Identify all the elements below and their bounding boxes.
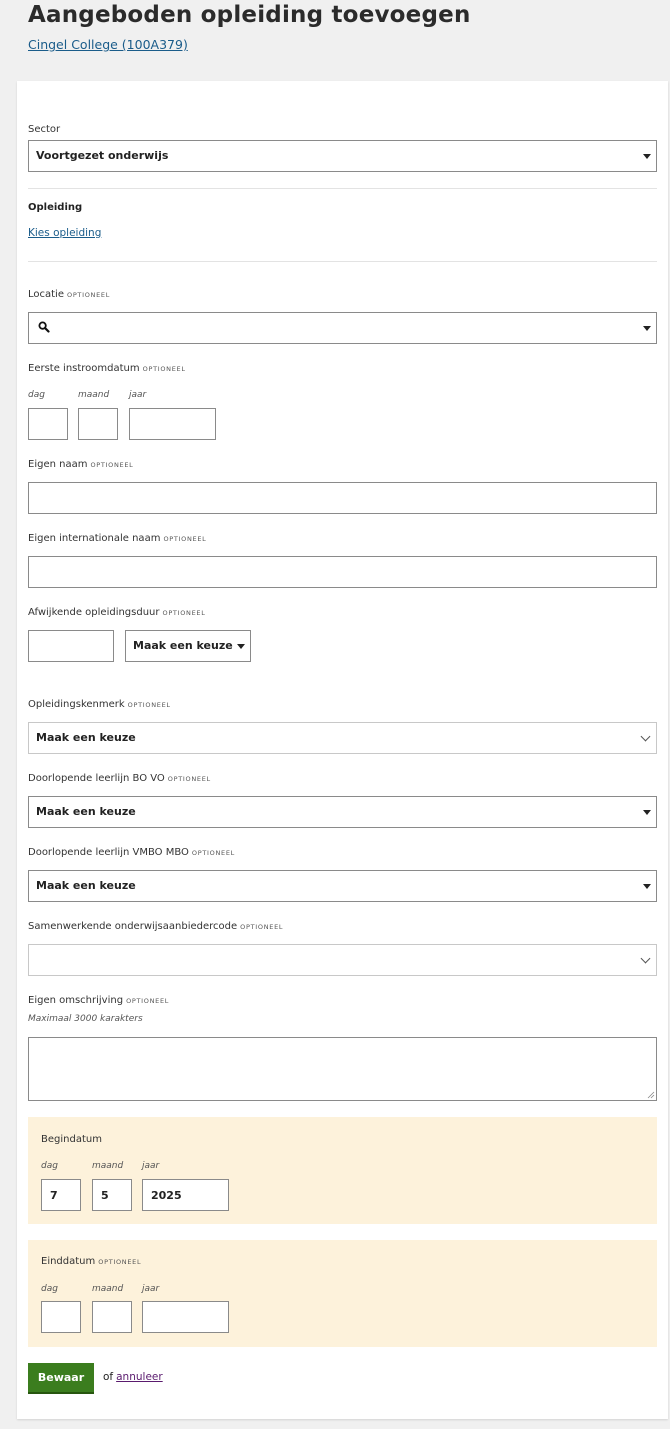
locatie-label: Locatie OPTIONEEL — [28, 289, 111, 300]
sector-select[interactable] — [28, 140, 657, 172]
locatie-search-select[interactable] — [28, 312, 657, 344]
optional-tag: OPTIONEEL — [191, 849, 235, 857]
form-panel — [17, 81, 668, 1419]
opleidingsduur-label: Afwijkende opleidingsduur OPTIONEEL — [28, 607, 206, 618]
instroom-day-label: dag — [28, 390, 45, 400]
instroom-month-input[interactable] — [78, 408, 118, 440]
optional-tag: OPTIONEEL — [142, 365, 186, 373]
begindatum-day-input[interactable]: 7 — [41, 1179, 81, 1211]
optional-tag: OPTIONEEL — [98, 1258, 142, 1266]
begindatum-year-label: jaar — [142, 1161, 160, 1171]
opleidingsduur-input[interactable] — [28, 630, 114, 662]
optional-tag: OPTIONEEL — [240, 923, 284, 931]
eigen-int-naam-input[interactable] — [28, 556, 657, 588]
einddatum-day-label: dag — [41, 1284, 58, 1294]
caret-down-icon — [643, 154, 651, 159]
eigen-naam-label: Eigen naam OPTIONEEL — [28, 459, 134, 470]
opleiding-label: Opleiding — [28, 202, 83, 213]
omschrijving-label: Eigen omschrijving OPTIONEEL — [28, 995, 170, 1006]
omschrijving-hint: Maximaal 3000 karakters — [28, 1014, 143, 1024]
optional-tag: OPTIONEEL — [167, 775, 211, 783]
divider — [28, 188, 657, 189]
caret-down-icon — [643, 810, 651, 815]
begindatum-month-label: maand — [92, 1161, 124, 1171]
divider — [28, 261, 657, 262]
instroom-day-input[interactable] — [28, 408, 68, 440]
instroom-year-label: jaar — [129, 390, 147, 400]
vmbo-mbo-select[interactable]: Maak een keuze — [28, 870, 657, 902]
einddatum-day-input[interactable] — [41, 1301, 81, 1333]
instroom-label: Eerste instroomdatum OPTIONEEL — [28, 363, 186, 374]
optional-tag: OPTIONEEL — [163, 535, 207, 543]
begindatum-month-input[interactable]: 5 — [92, 1179, 132, 1211]
eigen-int-naam-label: Eigen internationale naam OPTIONEEL — [28, 533, 207, 544]
einddatum-month-label: maand — [92, 1284, 124, 1294]
cancel-prompt — [103, 1371, 163, 1383]
samenwerkend-select[interactable] — [28, 944, 657, 976]
resize-grip-icon[interactable] — [647, 1091, 655, 1099]
cancel-link[interactable]: annuleer — [116, 1371, 163, 1383]
bo-vo-select[interactable]: Maak een keuze — [28, 796, 657, 828]
optional-tag: OPTIONEEL — [67, 291, 111, 299]
opleidingsduur-unit-select[interactable]: Maak een keuze — [125, 630, 251, 662]
einddatum-label: Einddatum OPTIONEEL — [41, 1256, 142, 1267]
sector-value: Voortgezet onderwijs — [36, 149, 169, 162]
caret-down-icon — [237, 644, 245, 649]
optional-tag: OPTIONEEL — [126, 997, 170, 1005]
kenmerk-label: Opleidingskenmerk OPTIONEEL — [28, 699, 171, 710]
caret-down-icon — [643, 884, 651, 889]
caret-down-icon — [643, 326, 651, 331]
chevron-down-icon — [641, 732, 651, 742]
einddatum-year-input[interactable] — [142, 1301, 229, 1333]
instroom-year-input[interactable] — [129, 408, 216, 440]
chevron-down-icon — [641, 954, 651, 964]
optional-tag: OPTIONEEL — [127, 701, 171, 709]
optional-tag: OPTIONEEL — [162, 609, 206, 617]
vmbo-mbo-label: Doorlopende leerlijn VMBO MBO OPTIONEEL — [28, 847, 235, 858]
eigen-naam-input[interactable] — [28, 482, 657, 514]
einddatum-section — [28, 1240, 657, 1347]
instroom-month-label: maand — [78, 390, 110, 400]
kenmerk-select[interactable]: Maak een keuze — [28, 722, 657, 754]
search-icon — [38, 321, 50, 333]
bo-vo-label: Doorlopende leerlijn BO VO OPTIONEEL — [28, 773, 211, 784]
samenwerkend-label: Samenwerkende onderwijsaanbiedercode OPTIONEEL — [28, 921, 284, 932]
optional-tag: OPTIONEEL — [90, 461, 134, 469]
save-button[interactable]: Bewaar — [28, 1363, 94, 1394]
begindatum-day-label: dag — [41, 1161, 58, 1171]
begindatum-label: Begindatum — [41, 1134, 102, 1145]
einddatum-year-label: jaar — [142, 1284, 160, 1294]
page-title: Aangeboden opleiding toevoegen — [28, 2, 471, 28]
school-link[interactable]: Cingel College (100A379) — [28, 37, 188, 52]
omschrijving-textarea[interactable] — [28, 1037, 657, 1101]
begindatum-year-input[interactable]: 2025 — [142, 1179, 229, 1211]
sector-label: Sector — [28, 124, 61, 135]
begindatum-section — [28, 1117, 657, 1224]
einddatum-month-input[interactable] — [92, 1301, 132, 1333]
or-text: of — [103, 1371, 114, 1383]
kies-opleiding-link[interactable]: Kies opleiding — [28, 227, 102, 239]
